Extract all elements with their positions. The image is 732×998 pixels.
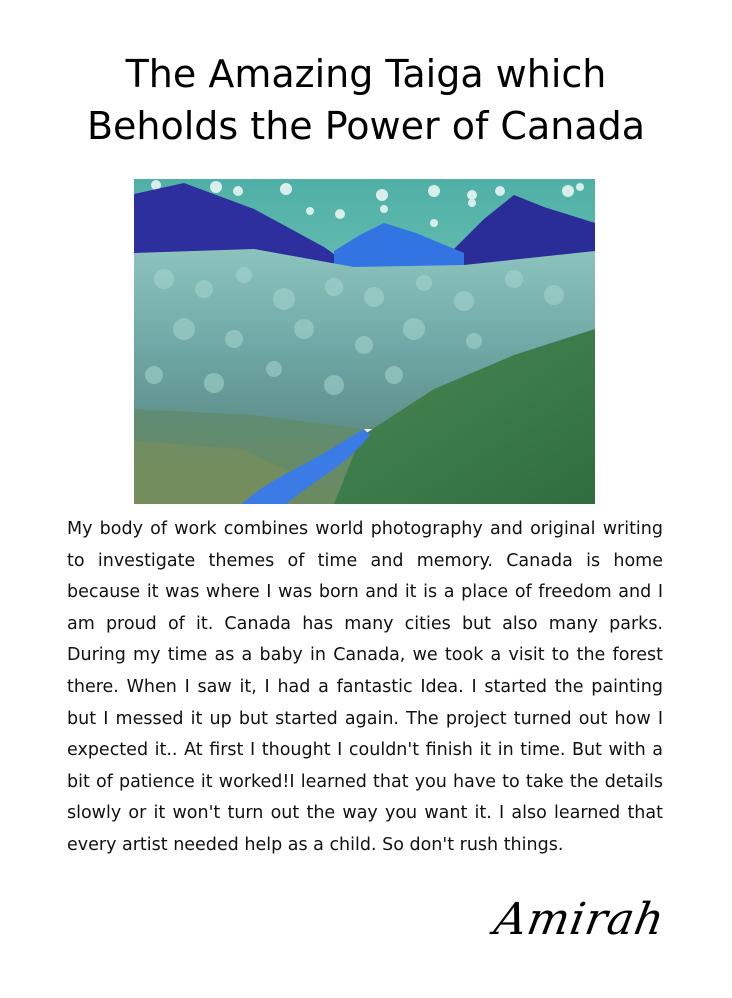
- taiga-painting: [134, 179, 595, 504]
- artist-statement: My body of work combines world photography and original writing to investigate themes of time and memory. Canada is home because it was where I was born and it is a place of freedom and I am proud of it. Canada has many cities but also many parks. During my time as a baby in Canada, we took a visit to the forest there. When I saw it, I had a fantastic Idea. I started the painting but I messed it up but started again. The project turned out how I expected it.. At first I thought I couldn't finish it in time. But with a bit of patience it worked!I learned that you have to take the details slowly or it won't turn out the way you want it. I also learned that every artist needed help as a child. So don't rush things.: [67, 519, 663, 855]
- signature: Amirah: [490, 894, 669, 945]
- title-line-2: Beholds the Power of Canada: [86, 104, 646, 148]
- title-line-1: The Amazing Taiga which: [125, 52, 607, 96]
- page-title: [20, 48, 712, 152]
